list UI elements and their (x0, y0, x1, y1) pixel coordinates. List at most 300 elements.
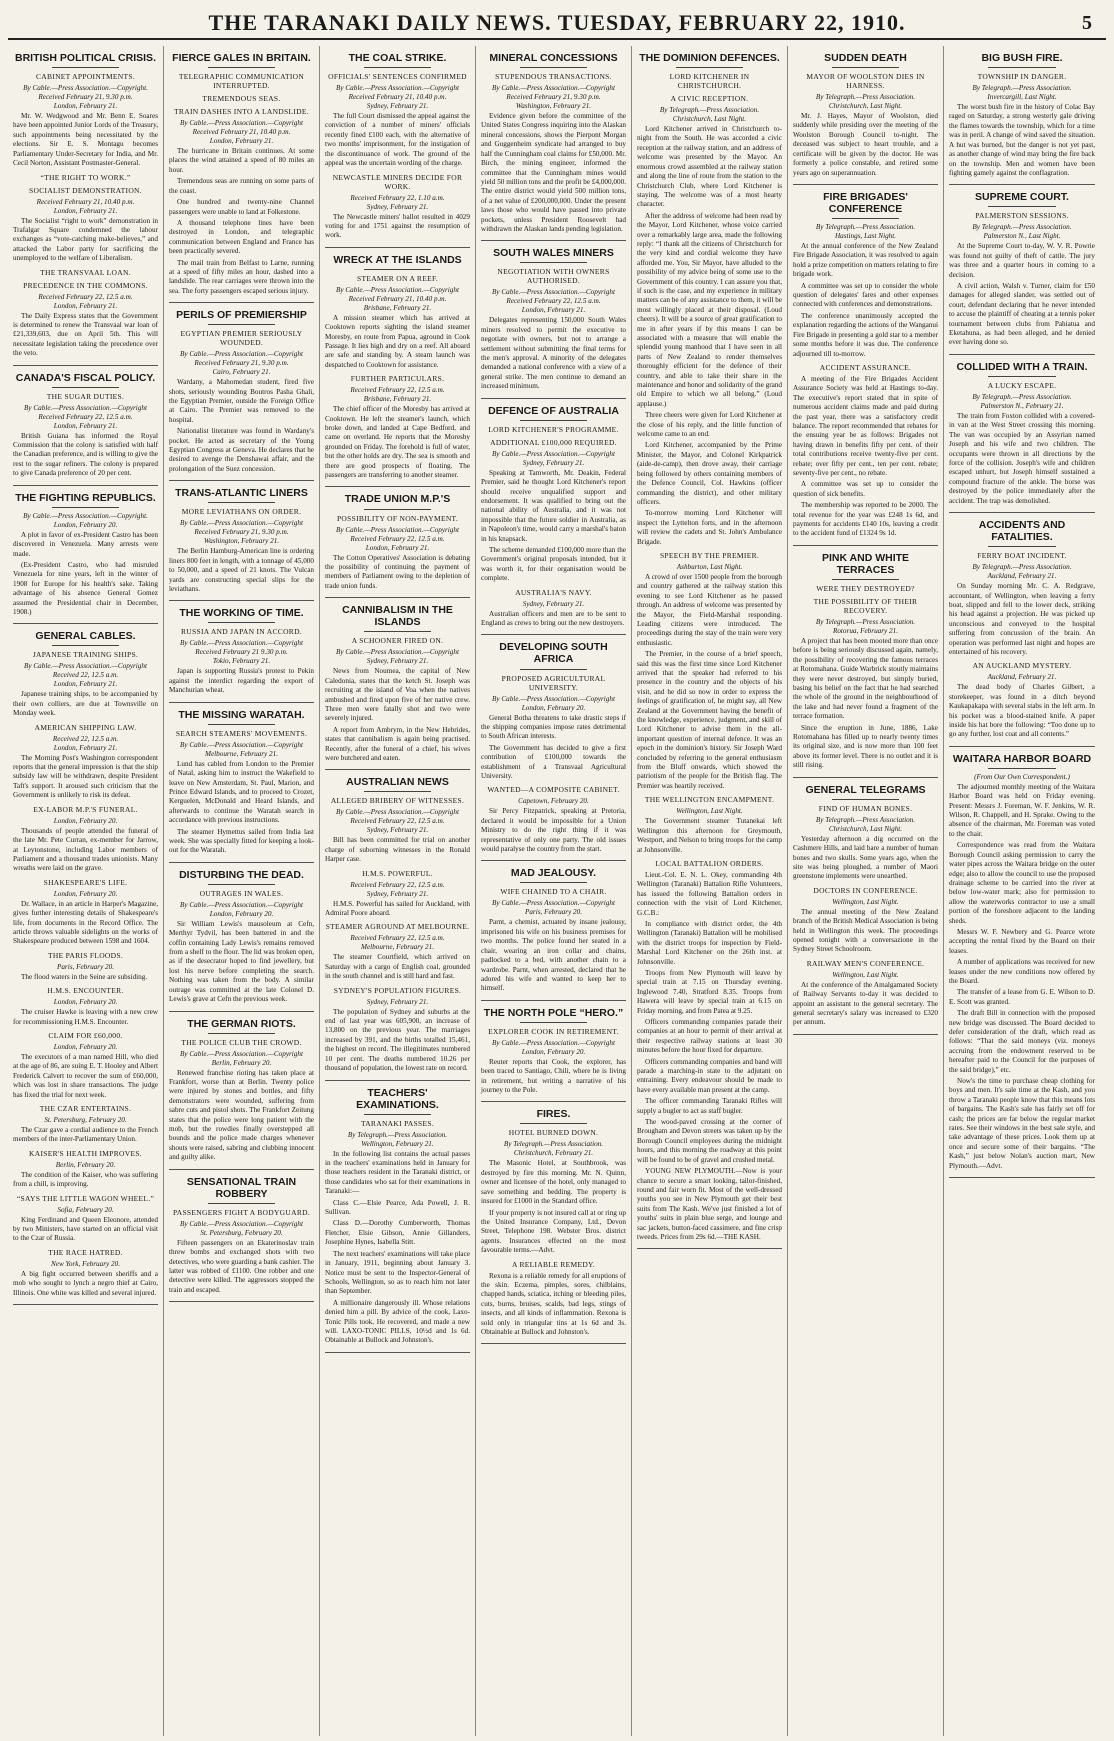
dateline: Washington, February 21. (515, 102, 592, 111)
heading-rule (832, 799, 899, 800)
article-heading: SENSATIONAL TRAIN ROBBERY (186, 1175, 297, 1200)
dateline: Received February 22, 12.5 a.m. (350, 880, 445, 889)
subheading: JAPANESE TRAINING SHIPS. (32, 650, 139, 660)
paragraph: A mission steamer which has arrived at Cooktown reports sighting the island steamer Moresby, en route from Papua, aground in Cook Passage. It lies high and dry on a reef. All aboard are safe and standing by. A steam launch was despatched to Cooktown for assistance. (325, 313, 470, 369)
dateline: By Cable.—Press Association.—Copyright (180, 119, 303, 128)
article-divider (481, 634, 626, 635)
heading-rule (208, 724, 275, 725)
paragraph: The adjourned monthly meeting of the Waitara Harbor Board was held on Friday evening. Present: Messrs J. Foreman, W. F. Jenkins, W. R. Wilson, R. Chappell, and H. Sprake. Owing to the absence of the chairman, Mr. Foreman was voted to the chair. (949, 782, 1095, 838)
article (13, 52, 158, 359)
paragraph: The draft Bill in connection with the proposed new bridge was discussed. The Board decided to defer consideration of the draft, which read as follows: “That the said moneys (viz. moneys accruing from the endowment reserved to be hereafter paid to the Council for the purposes of the said bridge),” etc. (949, 1009, 1095, 1074)
paragraph: YOUNG NEW PLYMOUTH.—Now is your chance to secure a smart looking, tailor-finished, round and fair worn fit. Most of the well-dressed youths you see in New Plymouth get their best suits from The Kash. We've just finished a lot of youths' suits in plain blue serge, and lounge and sac jackets, button-faced cassimere, and fine crisp tweeds. Prices from 29s 6d.—THE KASH. (637, 1167, 782, 1241)
article (169, 1018, 314, 1163)
dateline: By Cable.—Press Association.—Copyright (336, 84, 459, 93)
dateline: Wellington, Last Night. (676, 807, 743, 816)
subheading: HOTEL BURNED DOWN. (508, 1128, 599, 1138)
dateline: By Cable.—Press Association.—Copyright (336, 285, 459, 294)
paragraph: Lund has cabled from London to the Premier of Natal, asking him to instruct the Wakefield to leave on New Amsterdam, St. Paul, Marion, and Prince Edward Islands, and to proceed to Crozet, Kerguelen, McDonald and Heard Islands, and afterwards to continue the Waratah search in accordance with previous instructions. (169, 759, 314, 825)
article-heading: THE FIGHTING REPUBLICS. (15, 491, 156, 504)
dateline: Received February 22, 12.5 a.m. (350, 817, 445, 826)
subheading: MORE LEVIATHANS ON ORDER. (181, 507, 302, 517)
dateline: London, February 21. (209, 137, 274, 146)
dateline: Cairo, February 21. (212, 368, 271, 377)
paragraph: Japanese training ships, to be accompanied by their own colliers, are due at Townsville on Monday week. (13, 690, 158, 718)
article-heading: PERILS OF PREMIERSHIP (176, 309, 307, 322)
paragraph: The wood-paved crossing at the corner of Brougham and Devon streets was taken up by the Borough Council employees during the midnight hours, and this morning the roadway at this point will be found to be of gravel and crushed metal. (637, 1118, 782, 1164)
dateline: By Cable.—Press Association.—Copyright (492, 899, 615, 908)
dateline: Sydney, February 21. (522, 458, 585, 467)
article-heading: FIRE BRIGADES' CONFERENCE (823, 190, 908, 215)
paragraph: Australian officers and men are to be sent to England as crews to bring out the new destroyers. (481, 609, 626, 627)
article-heading: SUDDEN DEATH (824, 52, 907, 64)
paragraph: General Botha threatens to take drastic steps if the shipping companies impose rates detrimental to South African interests. (481, 713, 626, 741)
paragraph: A project that has been mooted more than once before is being seriously discussed again, namely, the possibility of recovering the famous terraces at Rotomahana. Guide Warbrick stoutly maintains they were never destroyed, but simply buried, basing his belief on the fact that he had searched the whole of the ground in the neighbourhood of the lake and had never found a fragment of the terrace formation. (793, 636, 938, 721)
article-heading: BRITISH POLITICAL CRISIS. (15, 52, 156, 64)
subheading: ACCIDENT ASSURANCE. (819, 362, 912, 372)
paragraph: Correspondence was read from the Waitara Borough Council asking permission to carry the water pipes across the Waitara bridge on the outer edge; also to allow the council to use the proposed drainage scheme to be carried into the river at below low-water mark; also for permission to allow the waterworks contractor to use a small portion of the foreshore adjacent to the landing sheds. (949, 841, 1095, 925)
dateline: New York, February 20. (50, 1259, 120, 1268)
dateline: Christchurch, Last Night. (672, 115, 747, 124)
article (949, 753, 1095, 1171)
article (481, 405, 626, 629)
article-divider (169, 302, 314, 303)
article-divider (949, 746, 1095, 747)
dateline: By Cable.—Press Association.—Copyright. (23, 84, 148, 93)
subheading: A LUCKY ESCAPE. (987, 380, 1057, 390)
heading-rule (676, 67, 743, 68)
dateline: Christchurch, Last Night. (828, 824, 903, 833)
subheading: CLAIM FOR £60,000. (48, 1030, 123, 1040)
dateline: Received 22, 12.5 a.m. (52, 671, 119, 680)
dateline: By Telegraph.—Press Association. (972, 223, 1072, 232)
dateline: Tokio, February 21. (212, 657, 271, 666)
dateline: By Telegraph.—Press Association. (972, 84, 1072, 93)
paragraph: Sir Percy Fitzpatrick, speaking at Pretoria, declared it would be impossible for a Union Ministry to do the right thing if it was representative of only one party. The old issues would paralyse the country from the start. (481, 807, 626, 853)
dateline: Sydney, February 21. (366, 657, 429, 666)
dateline: By Telegraph.—Press Association. (815, 815, 916, 824)
article-heading: GENERAL TELEGRAMS (805, 783, 926, 796)
dateline: London, February 20. (53, 1042, 118, 1051)
dateline: Received February 21, 9.30 p.m. (194, 359, 289, 368)
article-divider (949, 1177, 1095, 1178)
dateline: London, February 20. (53, 816, 118, 825)
article (325, 52, 470, 241)
article (481, 641, 626, 854)
article-divider (169, 1301, 314, 1302)
dateline: London, February 21. (53, 743, 118, 752)
paragraph: The membership was reported to be 2000. The total revenue for the year was £248 1s 6d, and payments for accidents £140 10s, leaving a credit to the accident fund of £1324 9s 1d. (793, 501, 938, 538)
subheading: A SCHOONER FIRED ON. (351, 636, 444, 646)
article-divider (481, 1343, 626, 1344)
dateline: By Cable.—Press Association.—Copyright (24, 662, 147, 671)
dateline: By Cable.—Press Association.—Copyright (180, 1049, 303, 1058)
dateline: By Cable.—Press Association.—Copyright (336, 808, 459, 817)
dateline: Received February 22, 12.5 a.m. (350, 534, 445, 543)
heading-rule (832, 218, 899, 219)
dateline: Wellington, Last Night. (832, 970, 899, 979)
article (325, 1087, 470, 1346)
paragraph: Class C.—Elsie Pearce, Ada Powell, J. R. Sullivan. (325, 1198, 470, 1217)
article-divider (169, 600, 314, 601)
article-heading: COLLIDED WITH A TRAIN. (956, 360, 1088, 373)
dateline: London, February 21. (53, 421, 118, 430)
dateline: By Cable.—Press Association.—Copyright (180, 350, 303, 359)
paragraph: To-morrow morning Lord Kitchener will inspect the Lyttelton forts, and in the afternoon will review the cadets and St. John's Ambulance Brigade. (637, 509, 782, 546)
subheading: TREMENDOUS SEAS. (202, 94, 281, 104)
article-heading: DISTURBING THE DEAD. (179, 868, 304, 881)
subheading: SHAKESPEARE'S LIFE. (43, 877, 128, 887)
dateline: St. Petersburg, February 20. (200, 1228, 283, 1237)
dateline: Berlin, February 20. (211, 1058, 272, 1067)
dateline: Received February 21, 9.30 p.m. (194, 528, 289, 537)
paragraph: A report from Ambrym, in the New Hebrides, states that cannibalism is again being practised. Recently, after the funeral of a chief, his wives were butchered and eaten. (325, 725, 470, 762)
dateline: Sydney, February 21. (366, 889, 429, 898)
article-divider (169, 480, 314, 481)
heading-rule (520, 1123, 587, 1124)
heading-rule (52, 387, 119, 388)
article-divider (481, 240, 626, 241)
article (325, 493, 470, 591)
article-divider (325, 247, 470, 248)
dateline: London, February 21. (53, 206, 118, 215)
heading-rule (364, 509, 431, 510)
paragraph: Mr. J. Hayes, Mayor of Woolston, died suddenly while presiding over the meeting of the Woolston Borough Council to-night. The deceased was subject to heart trouble, and a certificate will be given by the doctor. He was formerly a police constable, and retired some years ago on superannuation. (793, 112, 938, 177)
subheading: SYDNEY'S POPULATION FIGURES. (333, 985, 462, 995)
paragraph: A committee was set up to consider the question of sick benefits. (793, 480, 938, 498)
dateline: By Cable.—Press Association.—Copyright (492, 288, 615, 297)
article (169, 869, 314, 1005)
page-number: 5 (1082, 12, 1092, 34)
paragraph: (Ex-President Castro, who had misruled Venezuela for nine years, left in the winter of 1908 for Europe for his health's sake. Taking advantage of his absence General Gomez assumed the Presidential chair in December, 1908.) (13, 560, 158, 616)
article-heading: BIG BUSH FIRE. (981, 52, 1063, 64)
dateline: Received February 21, 9.30 p.m. (506, 93, 601, 102)
subheading: THE RACE HATRED. (48, 1247, 123, 1257)
article-heading: WAITARA HARBOR BOARD (952, 752, 1092, 765)
dateline: Sydney, February 21. (366, 102, 429, 111)
subheading: WERE THEY DESTROYED? (816, 583, 915, 593)
article (169, 607, 314, 695)
paragraph: The cruiser Hawke is leaving with a new crew for recommissioning H.M.S. Encounter. (13, 1008, 158, 1026)
article (169, 487, 314, 594)
paragraph: One hundred and twenty-nine Channel passengers were unable to land at Folkestone. (169, 198, 314, 216)
paragraph: Thousands of people attended the funeral of the late Mr. Pete Curran, ex-member for Jarrow, at Leytonstone, including Labor members of Parliament and a thousand trades unionists. Many wreaths were laid on the grave. (13, 826, 158, 873)
heading-rule (988, 546, 1055, 547)
article-divider (13, 623, 158, 624)
dateline: By Cable.—Press Association.—Copyright (492, 449, 615, 458)
subheading: STEAMER AGROUND AT MELBOURNE. (325, 922, 470, 932)
heading-rule (988, 376, 1055, 377)
subheading: THE TRANSVAAL LOAN. (40, 267, 131, 277)
subheading: AUSTRALIA'S NAVY. (515, 587, 592, 597)
article-divider (325, 769, 470, 770)
article-divider (481, 1000, 626, 1001)
dateline: London, February 20. (53, 889, 118, 898)
dateline: Palmerston N., Last Night. (983, 232, 1061, 241)
article-heading: TRANS-ATLANTIC LINERS (175, 487, 308, 500)
paragraph: Reuter reports that Cook, the explorer, has been traced to Santiago, Chili, where he is living in retirement, but writing a narrative of his journey to the Pole. (481, 1057, 626, 1094)
article-divider (13, 1304, 158, 1305)
article (481, 1007, 626, 1096)
paragraph: A thousand telephone lines have been destroyed in London, and telegraphic communication between England and France has been practically severed. (169, 218, 314, 256)
subheading: “SAYS THE LITTLE WAGON WHEEL.” (16, 1193, 155, 1203)
dateline: Melbourne, February 21. (204, 749, 279, 758)
article-heading: THE GERMAN RIOTS. (187, 1017, 296, 1030)
paragraph: H.M.S. Powerful has sailed for Auckland, with Admiral Poore aboard. (325, 899, 470, 918)
column-3 (320, 46, 476, 1736)
dateline: London, February 21. (365, 543, 430, 552)
paragraph: The Berlin Hamburg-American line is ordering liners 800 feet in length, with a tonnage of 45,000 to 50,000, and a speed of 21 knots. The Vulcan yards are constructing special slips for the leviathans. (169, 547, 314, 593)
subheading: STUPENDOUS TRANSACTIONS. (495, 72, 612, 82)
paragraph: A big fight occurred between sheriffs and a mob who sought to lynch a negro thief at Cairo, Illinois. One white was killed and several injured. (13, 1269, 158, 1297)
dateline: By Cable.—Press Association.—Copyright (24, 403, 147, 412)
subheading: SPEECH BY THE PREMIER. (659, 550, 760, 560)
paragraph: The executors of a man named Hill, who died at the age of 86, are suing E. T. Hooley and Albert Frederick Calvert to recover the sum of £60,000, which was lost in share transactions. The judge has fixed the trial for next week. (13, 1052, 158, 1099)
paragraph: Bill has been committed for trial on another charge of suborning witnesses in the Ronald Harper case. (325, 836, 470, 864)
paragraph: Yesterday afternoon a dig occurred on the Cashmere Hills, and laid bare a number of human bones and two skulls. Some years ago, when the site was being ploughed, a number of Maori greenstone implements were unearthed. (793, 834, 938, 881)
subheading: WIFE CHAINED TO A CHAIR. (500, 887, 607, 897)
subheading: TELEGRAPHIC COMMUNICATION INTERRUPTED. (178, 72, 305, 91)
subheading: TRAIN DASHES INTO A LANDSLIDE. (174, 107, 309, 117)
dateline: Christchurch, Last Night. (828, 102, 903, 111)
paragraph: Evidence given before the committee of the United States Congress inquiring into the Alaskan mineral concessions, shows the Pierpont Morgan and Guggenheim syndicate had arranged to buy half the Cunningham coal claims for £50,000. Mr. Birch, the mining engineer, informed the committee that the Cunningham mines would yield 50 million tons and the profit be £4,000,000. The entire district would yield 500 million tons, of a net value of £200,000,000. Under the present laws those who would have passed into private pockets, unless President Roosevelt had withdrawn the Alaskan lands pending legislation. (481, 112, 626, 233)
dateline: St. Petersburg, February 20. (44, 1116, 127, 1124)
column-1 (8, 46, 164, 1736)
dateline: Received February 21, 10.40 p.m. (192, 128, 291, 137)
article-heading: CANNIBALISM IN THE ISLANDS (342, 604, 453, 629)
subheading: SOCIALIST DEMONSTRATION. (29, 185, 142, 195)
subheading: CABINET APPOINTMENTS. (35, 72, 136, 82)
dateline: Sydney, February 21. (366, 997, 429, 1006)
dateline: By Cable.—Press Association.—Copyright (492, 1038, 615, 1047)
article (169, 52, 314, 296)
article-divider (949, 354, 1095, 355)
subheading: SEARCH STEAMERS' MOVEMENTS. (175, 728, 308, 738)
dateline: Paris, February 20. (56, 962, 115, 971)
dateline: Invercargill, Last Night. (987, 93, 1057, 102)
paragraph: If your property is not insured call at or ring up the United Insurance Company, Ltd., Devon Street, Telephone 198. Webster Bros. district agents. Insurances effected on the most favourable terms.—Advt. (481, 1208, 626, 1255)
paragraph: A plot in favor of ex-President Castro has been discovered in Venezuela. Many arrests were made. (13, 530, 158, 558)
paragraph: A crowd of over 1500 people from the borough and country gathered at the railway station this evening to see Lord Kitchener as he passed through. An address of welcome was presented by the Mayor, the Field-Marshal responding. Leading citizens were introduced. The proceedings during the stay of the train were very enthusiastic. (637, 572, 782, 647)
article-heading: SOUTH WALES MINERS (493, 247, 614, 260)
heading-rule (364, 269, 431, 270)
subheading: THE SUGAR DUTIES. (46, 391, 125, 401)
paragraph: Fifteen passengers on an Ekaterinoslav train threw bombs and exchanged shots with two detectives, who were guarding a bank cashier. The latter was robbed of £1100. One robber and one detective were killed. The aggressors stopped the train and escaped. (169, 1238, 314, 1294)
paragraph: The chief officer of the Moresby has arrived at Cooktown. He left the steamer's launch, which broke down, and landed at Cape Bedford, and came on overland. He reports that the Moresby grounded on Friday. The forehold is full of water, but the other holds are dry. The sea is smooth and there are good prospects of floating. The passengers are transferring to another steamer. (325, 405, 470, 480)
dateline: By Cable.—Press Association.—Copyright (180, 639, 303, 648)
dateline: Received February 22, 12.5 a.m. (38, 412, 133, 421)
dateline: By Telegraph.—Press Association. (503, 1140, 604, 1149)
dateline: Rotorua, February 21. (832, 626, 899, 635)
dateline: By Cable.—Press Association.—Copyright (180, 740, 303, 749)
dateline: London, February 20. (53, 520, 118, 529)
article (13, 372, 158, 479)
subheading: AMERICAN SHIPPING LAW. (34, 722, 137, 732)
paragraph: In the following list contains the actual passes in the teachers' examinations held in January for those teachers resident in the Taranaki district, or those candidates who sat for their examinations in Taranaki:— (325, 1149, 470, 1196)
heading-rule (52, 67, 119, 68)
paragraph: The officer commanding Taranaki Rifles will supply a bugler to act as staff bugler. (637, 1097, 782, 1115)
columns-container (8, 46, 1106, 1736)
dateline: Paris, February 20. (524, 908, 583, 917)
masthead (8, 8, 1106, 40)
article-heading: THE NORTH POLE “HERO.” (483, 1006, 624, 1019)
heading-rule (364, 1114, 431, 1115)
article-heading: THE MISSING WARATAH. (178, 708, 305, 721)
article-divider (325, 597, 470, 598)
subheading: POSSIBILITY OF NON-PAYMENT. (336, 513, 459, 523)
subheading: PROPOSED AGRICULTURAL UNIVERSITY. (501, 673, 606, 692)
article-heading: CANADA'S FISCAL POLICY. (15, 371, 156, 384)
paragraph: The conference unanimously accepted the explanation regarding the actions of the Wanganui Fire Brigade in presenting a gold star to a member some months before it was due. The conference adjourned till to-morrow. (793, 311, 938, 358)
dateline: Palmerston N., February 21. (980, 401, 1064, 410)
paragraph: The scheme demanded £100,000 more than the Government's original proposals intended, but it was worth it, for their organisation would be complete. (481, 545, 626, 583)
dateline: Berlin, February 20. (55, 1160, 116, 1169)
dateline: Received February 21, 10.40 p.m. (36, 197, 135, 206)
paragraph: Wardany, a Mahomedan student, fired five shots, seriously wounding Boutros Pasha Ghali, the Egyptian Premier, outside the Foreign Office at Cairo. The Premier was removed to the hospital. (169, 378, 314, 424)
article (793, 784, 938, 1028)
article (481, 1108, 626, 1337)
article-heading: SUPREME COURT. (975, 191, 1069, 204)
paragraph: The Government steamer Tutanekai left Wellington this afternoon for Greymouth, Westport, and Nelson to bring troops for the camp at Johnsonville. (637, 817, 782, 854)
subheading: THE PARIS FLOODS. (47, 950, 124, 960)
dateline: Sofia, February 20. (57, 1205, 114, 1214)
article-heading: AUSTRALIAN NEWS (346, 776, 449, 789)
dateline: By Telegraph.—Press Association. (815, 93, 916, 102)
paragraph: Nationalist literature was found in Wardany's pocket. He acted as secretary of the Young Egyptian Congress at Geneva. He declares that he desired to avenge the Denshawai affair, and the prolongation of the Suez concession. (169, 427, 314, 473)
paragraph: Speaking at Tamworth, Mr. Deakin, Federal Premier, said he thought Lord Kitchener's report should receive unqualified support and endorsement. It was qualified to bring out the national ability of Australia, and it was not impossible that the future soldier in Australia, as in Napoleon's time, would carry a marshal's baton in his knapsack. (481, 468, 626, 543)
paragraph: The Morning Post's Washington correspondent reports that the general impression is that the ship subsidy law will be withdrawn, despite President Taft's support. It aroused such criticism that the Government is unlikely to risk its defeat. (13, 753, 158, 800)
heading-rule (832, 579, 899, 580)
article-divider (169, 702, 314, 703)
article-divider (637, 1248, 782, 1249)
heading-rule (520, 67, 587, 68)
heading-rule (208, 502, 275, 503)
dateline: Received February 22, 12.5 a.m. (350, 386, 445, 395)
dateline: Sydney, February 21. (522, 599, 585, 608)
dateline: By Telegraph.—Press Association. (347, 1130, 448, 1139)
article-divider (325, 1352, 470, 1353)
article-divider (481, 1101, 626, 1102)
article-heading: ACCIDENTS AND FATALITIES. (978, 518, 1066, 544)
dateline: Sydney, February 21. (366, 202, 429, 211)
dateline: London, February 21. (53, 301, 118, 310)
dateline: Wellington, Last Night. (832, 897, 899, 906)
article-heading: GENERAL CABLES. (35, 630, 136, 643)
article (481, 247, 626, 391)
article (793, 191, 938, 539)
article-divider (793, 777, 938, 778)
dateline: Received February 22, 12.5 a.m. (38, 292, 133, 301)
dateline: Sydney, February 21. (366, 826, 429, 835)
article-divider (325, 1080, 470, 1081)
subheading: THE CZAR ENTERTAINS. (39, 1104, 132, 1113)
paragraph: The flood waters in the Seine are subsiding. (21, 972, 148, 981)
article-heading: DEVELOPING SOUTH AFRICA (499, 641, 608, 666)
paragraph: Rexona is a reliable remedy for all eruptions of the skin. Eczema, pimples, sores, chilblains, chapped hands, sciatica, itching or bleeding piles, cuts, burns, bruises, scalds, bad legs, stings of insects, and all kinds of inflammation. Rexona is sold only in triangular tins at 1s 6d and 3s. Obtainable at Bullock and Johnston's. (481, 1271, 626, 1336)
article (793, 552, 938, 771)
article (949, 191, 1095, 348)
paragraph: News from Noumea, the capital of New Caledonia, states that the ketch St. Joseph was recruiting at the island of Voa when the natives ambushed and fired upon five of her native crew. Three men were fatally shot and two were severely injured. (325, 667, 470, 723)
paragraph: Japan is supporting Russia's protest to Pekin against the interdict regarding the export of Manchurian wheat. (169, 667, 314, 695)
article (481, 52, 626, 234)
dateline: By Cable.—Press Association.—Copyright (492, 84, 615, 93)
paragraph: Lord Kitchener, accompanied by the Prime Minister, the Mayor, and Colonel Kirkpatrick (aide-de-camp), then drove away, their carriage being followed by others containing members of the Defence Council, Col. Hawkins (officer commanding the district), and other military officers. (637, 441, 782, 506)
paragraph: Delegates representing 150,000 South Wales miners resolved to permit the executive to negotiate with owners, but not to arrange a settlement without submitting the final terms for the men's approval. A minority of the delegates demanded a national conference with a view of a general strike. The men continue to demand an increased minimum. (481, 316, 626, 391)
dateline: By Telegraph.—Press Association. (815, 617, 916, 626)
column-6 (788, 46, 944, 1736)
paragraph: A committee was set up to consider the whole question of delegates' fares and other expenses connected with conferences and demonstrations. (793, 281, 938, 309)
subheading: AN AUCKLAND MYSTERY. (972, 661, 1072, 671)
subheading: LORD KITCHENER'S PROGRAMME. (488, 424, 619, 434)
heading-rule (832, 67, 899, 68)
article-heading: THE DOMINION DEFENCES. (639, 52, 780, 64)
heading-rule (364, 631, 431, 632)
article-heading: WRECK AT THE ISLANDS (333, 253, 462, 266)
subheading: ALLEGED BRIBERY OF WITNESSES. (330, 796, 465, 806)
subheading: EX-LABOR M.P.'S FUNERAL. (33, 804, 138, 814)
paragraph: The annual meeting of the New Zealand branch of the British Medical Association is being held in Wellington this week. The proceedings opened tonight with a conversazione in the Sydney Street Schoolroom. (793, 907, 938, 954)
dateline: Received February 22, 1.10 a.m. (350, 193, 445, 202)
paragraph: At the annual conference of the New Zealand Fire Brigade Association, it was resolved to again hold a prize competition on matters relating to fire brigade work. (793, 242, 938, 279)
dateline: By Telegraph.—Press Association. (659, 106, 760, 115)
dateline: Hastings, Last Night. (834, 232, 897, 241)
column-7 (944, 46, 1100, 1736)
paragraph: In compliance with district order, the 4th Wellington (Taranaki) Battalion will be mobilised with the district troops for inspection by Field-Marshal Lord Kitchener on the 26th inst. at Johnsonville. (637, 919, 782, 966)
paragraph: A civil action, Walsh v. Turner, claim for £50 damages for alleged slander, was settled out of court, defendant declaring that he never intended to accuse the plaintiff of cheating at a tennis poker tournament between clubs from Pahiatua and Eketahuna, as had been alleged, and he denied ever having done so. (949, 282, 1095, 347)
dateline: Christchurch, February 21. (513, 1149, 594, 1158)
paragraph: The Socialist “right to work” demonstration in Trafalgar Square condemned the labour exchanges as “vote-catching make-believes,” and attacked the Labor party for sacrificing the unemployed to the welfare of Liberalism. (13, 216, 158, 263)
paragraph: A meeting of the Fire Brigades Accident Assurance Society was held at Hastings to-day. The executive's report stated that in spite of numerous accident claims made and paid during the past year, there was a satisfactory credit balance. The report recommended that rebates for the ensuing year be as follows: Brigades not having drawn in benefits fifty per cent. of their total contributions receive twenty-five per cent. rebate; over fifty per cent., ten per cent. rebate; seventy-five per cent., no rebate. (793, 374, 938, 477)
subheading: PALMERSTON SESSIONS. (975, 211, 1069, 221)
article (169, 1176, 314, 1296)
dateline: London, February 20. (521, 703, 586, 712)
subheading: PRECEDENCE IN THE COMMONS. (23, 280, 148, 290)
heading-rule (208, 324, 275, 325)
paragraph: Tremendous seas are running on some parts of the coast. (169, 177, 314, 195)
subheading: STEAMER ON A REEF. (356, 273, 439, 283)
dateline: Received February 21, 10.40 p.m. (348, 294, 447, 303)
paragraph: Lieut.-Col. E. N. L. Okey, commanding 4th Wellington (Taranaki) Battalion Rifle Volunteers, has issued the following Battalion orders in connection with the visit of Lord Kitchener, G.C.B.: (637, 870, 782, 917)
article-heading: MINERAL CONCESSIONS (489, 52, 618, 64)
subheading: TOWNSHIP IN DANGER. (977, 72, 1067, 82)
subheading: THE POLICE CLUB THE CROWD. (181, 1037, 302, 1047)
subheading: EGYPTIAN PREMIER SERIOUSLY WOUNDED. (180, 329, 303, 348)
subheading: DOCTORS IN CONFERENCE. (813, 885, 918, 895)
article-heading: FIERCE GALES IN BRITAIN. (172, 52, 311, 64)
article-heading: PINK AND WHITE TERRACES (821, 551, 910, 576)
dateline: London, February 21. (53, 680, 118, 689)
paragraph: Now's the time to purchase cheap clothing for boys and men. It's sale time at the Kash, and you throw a Taranaki people know that this means lots of bargains. The Kash's sale has fairly set off for cash; the prices are far below the regular market rates. See their windows in the best sale style, and take advantage of these prices. Look them up at once and secure some of their bargains. “The Kash,” just below Nolan's auction mart, New Plymouth.—Advt. (949, 1077, 1095, 1170)
subheading: NEGOTIATION WITH OWNERS AUTHORISED. (497, 267, 610, 286)
dateline: By Cable.—Press Association.—Copyright (336, 648, 459, 657)
heading-rule (988, 206, 1055, 207)
paragraph: The transfer of a lease from G. E. Wilson to D. E. Scott was granted. (949, 988, 1095, 1006)
subheading: LOCAL BATTALION ORDERS. (655, 858, 764, 868)
dateline: Received February 21, 10.40 p.m. (348, 93, 447, 102)
subheading: OUTRAGES IN WALES. (199, 888, 284, 898)
paragraph: At the Supreme Court to-day, W. V. R. Powrie was found not guilty of theft of cattle. The jury was three and a quarter hours in coming to a decision. (949, 242, 1095, 279)
subheading: RAILWAY MEN'S CONFERENCE. (806, 958, 925, 968)
dateline: By Telegraph.—Press Association. (972, 392, 1072, 401)
heading-rule (52, 645, 119, 646)
paragraph: Parnt, a chemist, actuated by insane jealousy, imprisoned his wife on his business premises for two months. The police found her seated in a chair, wearing an iron collar and chains, padlocked to a bed, with another chain to a wardrobe. Parnt, when arrested, declared that he adored his wife and wanted to keep her to himself. (481, 918, 626, 993)
article (325, 254, 470, 481)
paragraph: Officers commanding companies parade their companies at an hour to permit of their arrival at their respective railway stations at least 30 minutes before the hour fixed for departure. (637, 1018, 782, 1055)
paragraph: The steamer Courtfield, which arrived on Saturday with a cargo of English coal, grounded in the south channel and is still hard and fast. (325, 953, 470, 981)
paragraph: Renewed franchise rioting has taken place at Frankfort, worse than at Berlin. Twenty police were injured by stones and bottles, and fifty demonstrators were wounded, suffering from sabre cuts and pistol shots. The Frankfort Zeitung states that the police were long patient with the mob, but the rowdies finally overstepped all bounds and the police made charges whenever shouts were raised, sabring and clubbing innocent and guilty alike. (169, 1068, 314, 1162)
subheading: MAYOR OF WOOLSTON DIES IN HARNESS. (806, 72, 925, 91)
paragraph: The Czar gave a cordial audience to the French members of the inter-Parliamentary Union. (13, 1126, 158, 1144)
dateline: Brisbane, February 21. (363, 303, 432, 312)
